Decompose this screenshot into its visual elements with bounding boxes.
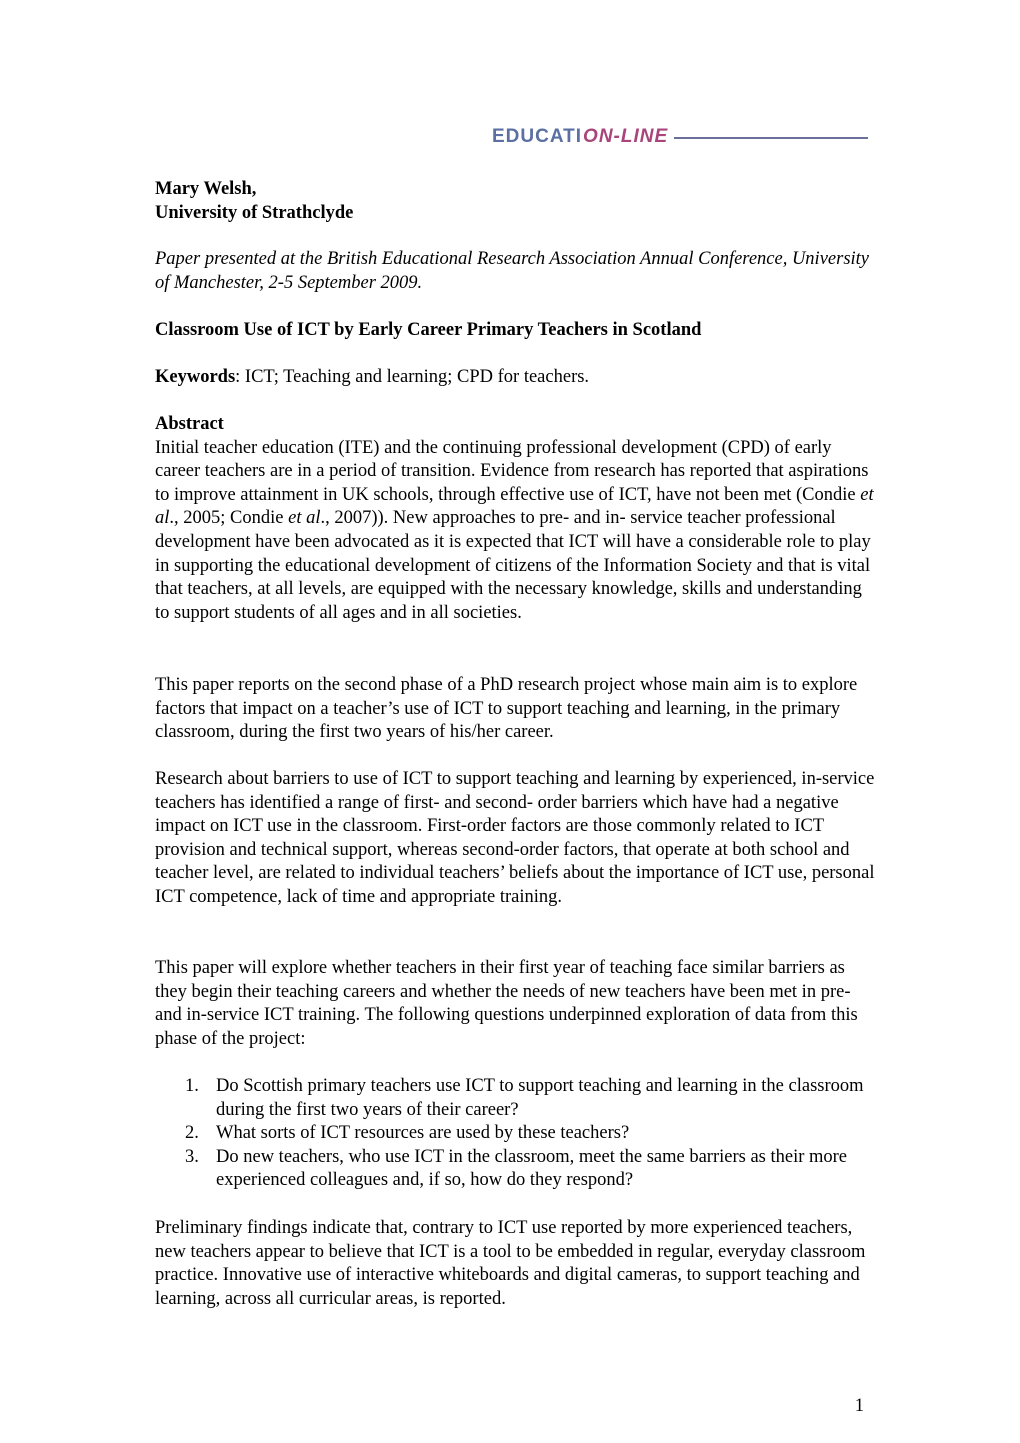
logo-rule — [674, 137, 868, 139]
abstract-paragraph-3: Research about barriers to use of ICT to support teaching and learning by experienced, in-service teachers has identified a range of first- and second- order barriers which have had a negative impact on ICT use in the classroom. First-order factors are those commonly related to ICT provision and technical support, whereas second-order factors, that operate at both school and teacher level, are related to individual teachers’ beliefs about the importance of ICT use, personal ICT competence, lack of time and appropriate training. — [155, 769, 875, 907]
list-number: 2. — [185, 1123, 199, 1144]
keywords-line — [155, 366, 875, 390]
list-text: What sorts of ICT resources are used by these teachers? — [216, 1123, 630, 1144]
list-number: 1. — [185, 1076, 199, 1096]
abstract-paragraph-1 — [155, 437, 875, 626]
education-online-logo — [492, 124, 868, 150]
list-number: 3. — [185, 1146, 199, 1167]
list-text: Do Scottish primary teachers use ICT to support teaching and learning in the classroom during the first two years of their career? — [216, 1076, 864, 1120]
abstract-heading: Abstract — [155, 414, 224, 434]
research-questions-list — [185, 1075, 875, 1193]
list-item — [185, 1146, 875, 1193]
logo-text-part1: EDUCATI — [492, 126, 583, 148]
abstract-paragraph-5: Preliminary findings indicate that, contrary to ICT use reported by more experienced teachers, new teachers appear to believe that ICT is a tool to be embedded in regular, everyday classroom practice. Innovative use of interactive whiteboards and digital cameras, to support teaching and learning, across all curricular areas, is reported. — [155, 1218, 866, 1309]
logo-text-part2: ON-LINE — [583, 126, 669, 148]
list-item — [185, 1122, 875, 1146]
author-block — [155, 178, 875, 225]
abstract-paragraph-2: This paper reports on the second phase of a PhD research project whose main aim is to explore factors that impact on a teacher’s use of ICT to support teaching and learning, in the primary classroom, during the first two years of his/her career. — [155, 675, 858, 743]
list-item — [185, 1075, 875, 1122]
keywords-text: : ICT; Teaching and learning; CPD for teachers. — [235, 367, 590, 387]
keywords-label: Keywords — [155, 367, 236, 387]
author-name: Mary Welsh, — [155, 179, 257, 199]
presentation-note: Paper presented at the British Educational Research Association Annual Conference, University of Manchester, 2-5 September 2009. — [155, 249, 870, 293]
abstract-section — [155, 413, 875, 625]
abstract-paragraph-4: This paper will explore whether teachers in their first year of teaching face similar barriers as they begin their teaching careers and whether the needs of new teachers have been met in pre-and in-service ICT training. The following questions underpinned exploration of data from this phase of the project: — [155, 958, 858, 1049]
et-al-1: et al — [155, 484, 874, 529]
abstract-p1-part-b: ., 2005; Condie — [169, 508, 289, 529]
abstract-p1-part-a: Initial teacher education (ITE) and the continuing professional development (CPD) of early career teachers are in a period of transition. Evidence from research has reported that aspirations to improve attainment in UK schools, through effective use of ICT, have not been met (Condie — [155, 437, 869, 505]
abstract-p1-part-c: ., 2007)). New approaches to pre- and in- service teacher professional development have been advocated as it is expected that ICT will have a considerable role to play in supporting the educational development of citizens of the Information Society and that is vital that teachers, at all levels, are equipped with the necessary knowledge, skills and understanding to support students of all ages and in all societies. — [155, 508, 871, 623]
list-text: Do new teachers, who use ICT in the classroom, meet the same barriers as their more experienced colleagues and, if so, how do they respond? — [216, 1146, 848, 1191]
page-number: 1 — [854, 1396, 864, 1416]
paper-title: Classroom Use of ICT by Early Career Primary Teachers in Scotland — [155, 320, 702, 340]
et-al-2: et al — [288, 508, 321, 529]
author-affiliation: University of Strathclyde — [155, 202, 354, 223]
